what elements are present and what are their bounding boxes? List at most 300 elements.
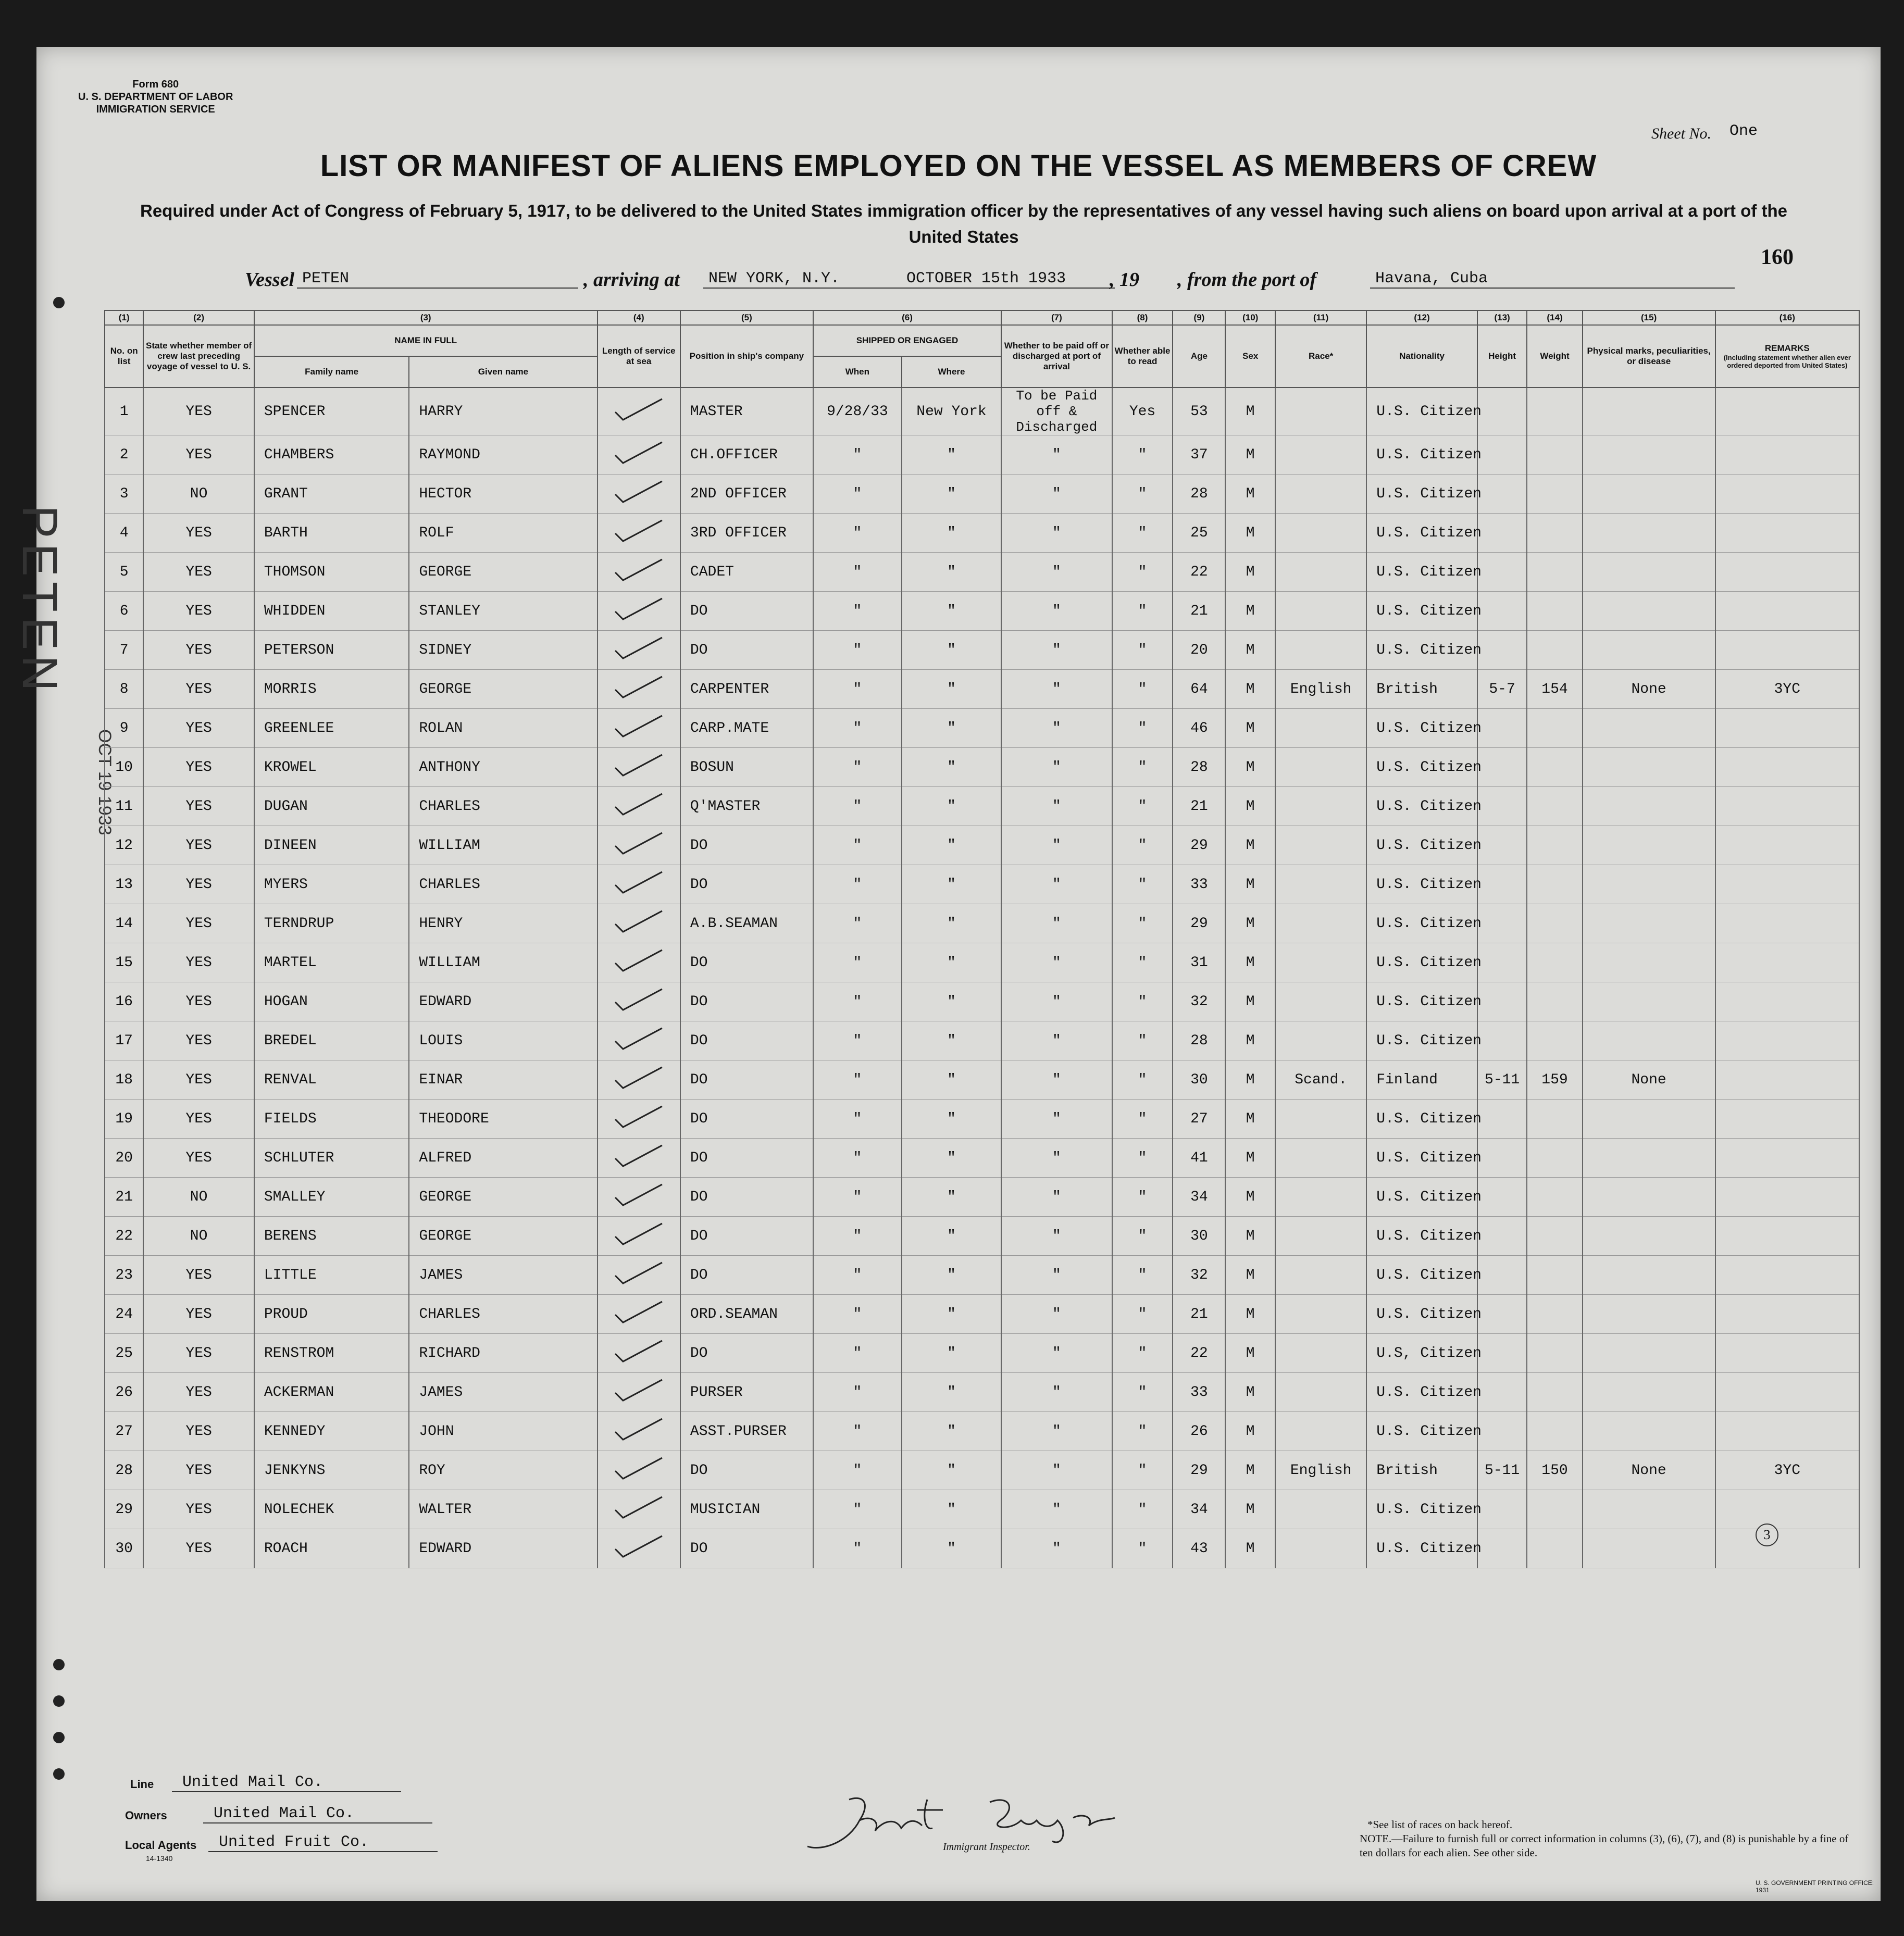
- check-mark-icon: [610, 440, 667, 466]
- family-name: BREDEL: [254, 1021, 409, 1060]
- height: [1477, 1373, 1527, 1412]
- check-mark-icon: [610, 791, 667, 817]
- race: [1275, 388, 1366, 435]
- family-name: GRANT: [254, 474, 409, 514]
- previous-voyage: YES: [143, 1295, 254, 1334]
- weight: [1527, 1217, 1582, 1256]
- height: [1477, 826, 1527, 865]
- given-name: GEORGE: [409, 1178, 597, 1217]
- sex: M: [1225, 388, 1275, 435]
- service-check: [598, 435, 680, 474]
- physical-marks: [1583, 826, 1715, 865]
- age: 30: [1173, 1060, 1225, 1100]
- arriving-label: , arriving at: [583, 269, 680, 291]
- race: [1275, 1256, 1366, 1295]
- shipped-when: ": [813, 748, 902, 787]
- check-mark-icon: [610, 1260, 667, 1286]
- table-row: [105, 1373, 1859, 1412]
- able-to-read: ": [1112, 670, 1173, 709]
- nationality: U.S. Citizen: [1366, 1100, 1477, 1139]
- given-name: EDWARD: [409, 982, 597, 1021]
- nationality: U.S, Citizen: [1366, 1334, 1477, 1373]
- remarks: [1715, 1373, 1859, 1412]
- age: 41: [1173, 1139, 1225, 1178]
- note-races: *See list of races on back hereof.: [1367, 1818, 1513, 1831]
- paid-off: ": [1001, 904, 1112, 943]
- shipped-when: 9/28/33: [813, 388, 902, 435]
- col-num: (6): [813, 310, 1001, 325]
- nationality: U.S. Citizen: [1366, 631, 1477, 670]
- weight: [1527, 631, 1582, 670]
- owners-value: United Mail Co.: [203, 1805, 432, 1823]
- side-vessel-stamp: PETEN: [12, 505, 67, 696]
- sex: M: [1225, 631, 1275, 670]
- height: [1477, 1490, 1527, 1529]
- remarks: [1715, 904, 1859, 943]
- previous-voyage: NO: [143, 474, 254, 514]
- shipped-when: ": [813, 865, 902, 904]
- paid-off: ": [1001, 709, 1112, 748]
- shipped-where: ": [902, 1334, 1001, 1373]
- nationality: U.S. Citizen: [1366, 1256, 1477, 1295]
- punch-hole: [53, 297, 65, 308]
- remarks: [1715, 982, 1859, 1021]
- shipped-where: ": [902, 1217, 1001, 1256]
- given-name: WILLIAM: [409, 943, 597, 982]
- check-mark-icon: [610, 1377, 667, 1403]
- page-subtitle: Required under Act of Congress of February 5, 1917, to be delivered to the United States immigration officer by the representatives of any vessel having such aliens on board upon arrival at a port of the United States: [140, 201, 1787, 246]
- height: [1477, 1256, 1527, 1295]
- col-num: (10): [1225, 310, 1275, 325]
- weight: [1527, 388, 1582, 435]
- service-check: [598, 592, 680, 631]
- check-mark-icon: [610, 674, 667, 700]
- height: [1477, 943, 1527, 982]
- able-to-read: ": [1112, 943, 1173, 982]
- arrival-date: OCTOBER 15th 1933: [901, 270, 1115, 289]
- position: DO: [680, 1451, 813, 1490]
- agents-value: United Fruit Co.: [208, 1833, 438, 1852]
- form-department: U. S. DEPARTMENT OF LABOR: [78, 91, 233, 103]
- sex: M: [1225, 709, 1275, 748]
- shipped-when: ": [813, 435, 902, 474]
- nationality: U.S. Citizen: [1366, 1373, 1477, 1412]
- check-mark-icon: [610, 396, 667, 422]
- paid-off: To be Paid off & Discharged: [1001, 388, 1112, 435]
- given-name: CHARLES: [409, 865, 597, 904]
- shipped-where: ": [902, 1451, 1001, 1490]
- agents-label: Local Agents: [125, 1839, 197, 1852]
- able-to-read: Yes: [1112, 388, 1173, 435]
- check-mark-icon: [610, 557, 667, 583]
- nationality: U.S. Citizen: [1366, 1217, 1477, 1256]
- inspector-label: Immigrant Inspector.: [943, 1841, 1030, 1853]
- remarks: [1715, 514, 1859, 553]
- age: 34: [1173, 1178, 1225, 1217]
- physical-marks: [1583, 1295, 1715, 1334]
- table-row: [105, 748, 1859, 787]
- check-mark-icon: [610, 1182, 667, 1208]
- row-number: 22: [105, 1217, 143, 1256]
- service-check: [598, 1451, 680, 1490]
- row-number: 21: [105, 1178, 143, 1217]
- sex: M: [1225, 670, 1275, 709]
- family-name: FIELDS: [254, 1100, 409, 1139]
- col-num: (9): [1173, 310, 1225, 325]
- weight: [1527, 943, 1582, 982]
- paid-off: ": [1001, 474, 1112, 514]
- previous-voyage: YES: [143, 904, 254, 943]
- nationality: U.S. Citizen: [1366, 514, 1477, 553]
- given-name: THEODORE: [409, 1100, 597, 1139]
- age: 28: [1173, 474, 1225, 514]
- remarks: [1715, 1100, 1859, 1139]
- remarks: [1715, 1139, 1859, 1178]
- row-number: 16: [105, 982, 143, 1021]
- able-to-read: ": [1112, 826, 1173, 865]
- service-check: [598, 982, 680, 1021]
- check-mark-icon: [610, 1104, 667, 1130]
- height: [1477, 631, 1527, 670]
- previous-voyage: YES: [143, 943, 254, 982]
- table-row: [105, 388, 1859, 435]
- able-to-read: ": [1112, 1217, 1173, 1256]
- row-number: 4: [105, 514, 143, 553]
- position: DO: [680, 826, 813, 865]
- punch-hole: [53, 1768, 65, 1780]
- previous-voyage: YES: [143, 748, 254, 787]
- form-service: IMMIGRATION SERVICE: [96, 104, 215, 115]
- able-to-read: ": [1112, 1178, 1173, 1217]
- previous-voyage: YES: [143, 1334, 254, 1373]
- paid-off: ": [1001, 435, 1112, 474]
- previous-voyage: YES: [143, 865, 254, 904]
- paid-off: ": [1001, 670, 1112, 709]
- shipped-when: ": [813, 904, 902, 943]
- check-mark-icon: [610, 596, 667, 622]
- shipped-when: ": [813, 1412, 902, 1451]
- header-family-name: Family name: [254, 356, 409, 388]
- family-name: KROWEL: [254, 748, 409, 787]
- remarks: [1715, 553, 1859, 592]
- col-num: (1): [105, 310, 143, 325]
- punch-hole: [53, 1659, 65, 1670]
- weight: [1527, 592, 1582, 631]
- row-number: 14: [105, 904, 143, 943]
- given-name: JAMES: [409, 1256, 597, 1295]
- table-row: [105, 1178, 1859, 1217]
- able-to-read: ": [1112, 787, 1173, 826]
- height: 5-7: [1477, 670, 1527, 709]
- punch-hole: [53, 1695, 65, 1707]
- given-name: RICHARD: [409, 1334, 597, 1373]
- shipped-where: ": [902, 1178, 1001, 1217]
- able-to-read: ": [1112, 474, 1173, 514]
- paid-off: ": [1001, 631, 1112, 670]
- physical-marks: [1583, 982, 1715, 1021]
- physical-marks: None: [1583, 1451, 1715, 1490]
- race: [1275, 1529, 1366, 1568]
- nationality: U.S. Citizen: [1366, 826, 1477, 865]
- row-number: 23: [105, 1256, 143, 1295]
- shipped-when: ": [813, 1100, 902, 1139]
- col-num: (12): [1366, 310, 1477, 325]
- row-number: 24: [105, 1295, 143, 1334]
- table-row: [105, 1060, 1859, 1100]
- family-name: KENNEDY: [254, 1412, 409, 1451]
- service-check: [598, 1139, 680, 1178]
- remarks: [1715, 826, 1859, 865]
- nationality: Finland: [1366, 1060, 1477, 1100]
- nationality: U.S. Citizen: [1366, 904, 1477, 943]
- physical-marks: [1583, 787, 1715, 826]
- service-check: [598, 1490, 680, 1529]
- position: CADET: [680, 553, 813, 592]
- shipped-when: ": [813, 826, 902, 865]
- family-name: CHAMBERS: [254, 435, 409, 474]
- nationality: U.S. Citizen: [1366, 1021, 1477, 1060]
- position: BOSUN: [680, 748, 813, 787]
- header-no-on-list: No. on list: [105, 325, 143, 388]
- row-number: 29: [105, 1490, 143, 1529]
- shipped-where: ": [902, 1021, 1001, 1060]
- paid-off: ": [1001, 1334, 1112, 1373]
- table-row: [105, 904, 1859, 943]
- position: DO: [680, 865, 813, 904]
- weight: [1527, 709, 1582, 748]
- service-check: [598, 1100, 680, 1139]
- age: 21: [1173, 1295, 1225, 1334]
- header-height: Height: [1477, 325, 1527, 388]
- age: 20: [1173, 631, 1225, 670]
- footnote: [1360, 1818, 1849, 1860]
- family-name: MARTEL: [254, 943, 409, 982]
- side-date-stamp: OCT 19 1933: [95, 729, 115, 835]
- previous-voyage: YES: [143, 1139, 254, 1178]
- row-number: 3: [105, 474, 143, 514]
- column-number-row: [105, 310, 1859, 325]
- service-check: [598, 1295, 680, 1334]
- race: [1275, 1100, 1366, 1139]
- remarks: [1715, 1295, 1859, 1334]
- paid-off: ": [1001, 553, 1112, 592]
- table-row: [105, 1217, 1859, 1256]
- able-to-read: ": [1112, 1060, 1173, 1100]
- check-mark-icon: [610, 1065, 667, 1091]
- previous-voyage: YES: [143, 1529, 254, 1568]
- service-check: [598, 1334, 680, 1373]
- service-check: [598, 787, 680, 826]
- vessel-name: PETEN: [297, 270, 578, 289]
- weight: [1527, 1139, 1582, 1178]
- sex: M: [1225, 474, 1275, 514]
- weight: [1527, 1529, 1582, 1568]
- previous-voyage: YES: [143, 826, 254, 865]
- shipped-when: ": [813, 943, 902, 982]
- header-nationality: Nationality: [1366, 325, 1477, 388]
- physical-marks: [1583, 1178, 1715, 1217]
- remarks: [1715, 1021, 1859, 1060]
- weight: [1527, 1021, 1582, 1060]
- year-label: , 19: [1110, 269, 1139, 291]
- height: [1477, 865, 1527, 904]
- sex: M: [1225, 1451, 1275, 1490]
- given-name: ROLAN: [409, 709, 597, 748]
- row-number: 28: [105, 1451, 143, 1490]
- family-name: SPENCER: [254, 388, 409, 435]
- family-name: ROACH: [254, 1529, 409, 1568]
- service-check: [598, 904, 680, 943]
- remarks: [1715, 1256, 1859, 1295]
- table-row: [105, 1490, 1859, 1529]
- shipped-where: ": [902, 631, 1001, 670]
- shipped-when: ": [813, 1060, 902, 1100]
- previous-voyage: YES: [143, 1412, 254, 1451]
- nationality: British: [1366, 1451, 1477, 1490]
- height: [1477, 474, 1527, 514]
- remarks: [1715, 592, 1859, 631]
- shipped-when: ": [813, 1529, 902, 1568]
- table-row: [105, 1139, 1859, 1178]
- shipped-where: ": [902, 865, 1001, 904]
- previous-voyage: YES: [143, 787, 254, 826]
- service-check: [598, 1217, 680, 1256]
- remarks: [1715, 435, 1859, 474]
- remarks: [1715, 709, 1859, 748]
- remarks: [1715, 943, 1859, 982]
- family-name: DINEEN: [254, 826, 409, 865]
- sex: M: [1225, 1139, 1275, 1178]
- position: DO: [680, 1529, 813, 1568]
- previous-voyage: YES: [143, 1060, 254, 1100]
- weight: [1527, 1412, 1582, 1451]
- able-to-read: ": [1112, 592, 1173, 631]
- family-name: BARTH: [254, 514, 409, 553]
- row-number: 18: [105, 1060, 143, 1100]
- shipped-where: ": [902, 1490, 1001, 1529]
- service-check: [598, 553, 680, 592]
- race: [1275, 1217, 1366, 1256]
- age: 29: [1173, 1451, 1225, 1490]
- header-remarks: [1715, 325, 1859, 388]
- able-to-read: ": [1112, 435, 1173, 474]
- age: 27: [1173, 1100, 1225, 1139]
- shipped-where: ": [902, 943, 1001, 982]
- row-number: 26: [105, 1373, 143, 1412]
- check-mark-icon: [610, 1416, 667, 1442]
- shipped-when: ": [813, 553, 902, 592]
- paid-off: ": [1001, 748, 1112, 787]
- age: 46: [1173, 709, 1225, 748]
- position: DO: [680, 1217, 813, 1256]
- family-name: RENSTROM: [254, 1334, 409, 1373]
- row-number: 13: [105, 865, 143, 904]
- check-mark-icon: [610, 1026, 667, 1052]
- family-name: NOLECHEK: [254, 1490, 409, 1529]
- header-age: Age: [1173, 325, 1225, 388]
- col-num: (14): [1527, 310, 1582, 325]
- shipped-when: ": [813, 787, 902, 826]
- sex: M: [1225, 1256, 1275, 1295]
- check-mark-icon: [610, 869, 667, 895]
- service-check: [598, 1412, 680, 1451]
- race: [1275, 553, 1366, 592]
- race: [1275, 1021, 1366, 1060]
- header-row-top: [105, 325, 1859, 356]
- line-label: Line: [130, 1778, 154, 1791]
- sex: M: [1225, 1529, 1275, 1568]
- nationality: U.S. Citizen: [1366, 1529, 1477, 1568]
- table-row: [105, 826, 1859, 865]
- check-mark-icon: [610, 1299, 667, 1325]
- table-row: [105, 1021, 1859, 1060]
- col-num: (4): [598, 310, 680, 325]
- arriving-port: NEW YORK, N.Y.: [703, 270, 901, 289]
- shipped-when: ": [813, 1217, 902, 1256]
- service-check: [598, 943, 680, 982]
- table-row: [105, 943, 1859, 982]
- paid-off: ": [1001, 1490, 1112, 1529]
- header-state-whether: State whether member of crew last preceding voyage of vessel to U. S.: [143, 325, 254, 388]
- age: 34: [1173, 1490, 1225, 1529]
- sex: M: [1225, 1100, 1275, 1139]
- shipped-when: ": [813, 1021, 902, 1060]
- sex: M: [1225, 1178, 1275, 1217]
- physical-marks: [1583, 943, 1715, 982]
- able-to-read: ": [1112, 748, 1173, 787]
- age: 33: [1173, 865, 1225, 904]
- table-row: [105, 1100, 1859, 1139]
- nationality: U.S. Citizen: [1366, 1139, 1477, 1178]
- age: 31: [1173, 943, 1225, 982]
- check-mark-icon: [610, 908, 667, 934]
- weight: [1527, 904, 1582, 943]
- check-mark-icon: [610, 479, 667, 505]
- race: [1275, 787, 1366, 826]
- header-position: Position in ship's company: [680, 325, 813, 388]
- race: [1275, 631, 1366, 670]
- able-to-read: ": [1112, 1256, 1173, 1295]
- able-to-read: ": [1112, 1021, 1173, 1060]
- check-mark-icon: [610, 713, 667, 739]
- table-row: [105, 1529, 1859, 1568]
- table-row: [105, 1256, 1859, 1295]
- physical-marks: [1583, 435, 1715, 474]
- height: [1477, 787, 1527, 826]
- table-row: [105, 1295, 1859, 1334]
- able-to-read: ": [1112, 709, 1173, 748]
- height: [1477, 514, 1527, 553]
- position: Q'MASTER: [680, 787, 813, 826]
- given-name: ALFRED: [409, 1139, 597, 1178]
- paid-off: ": [1001, 943, 1112, 982]
- shipped-where: ": [902, 1412, 1001, 1451]
- table-row: [105, 787, 1859, 826]
- position: DO: [680, 1334, 813, 1373]
- given-name: GEORGE: [409, 670, 597, 709]
- previous-voyage: YES: [143, 514, 254, 553]
- height: [1477, 592, 1527, 631]
- race: [1275, 943, 1366, 982]
- paid-off: ": [1001, 1178, 1112, 1217]
- header-remarks-note: (Including statement whether alien ever ordered deported from United States): [1723, 354, 1851, 369]
- paid-off: ": [1001, 514, 1112, 553]
- race: [1275, 1139, 1366, 1178]
- age: 28: [1173, 748, 1225, 787]
- nationality: U.S. Citizen: [1366, 388, 1477, 435]
- physical-marks: [1583, 1412, 1715, 1451]
- row-number: 25: [105, 1334, 143, 1373]
